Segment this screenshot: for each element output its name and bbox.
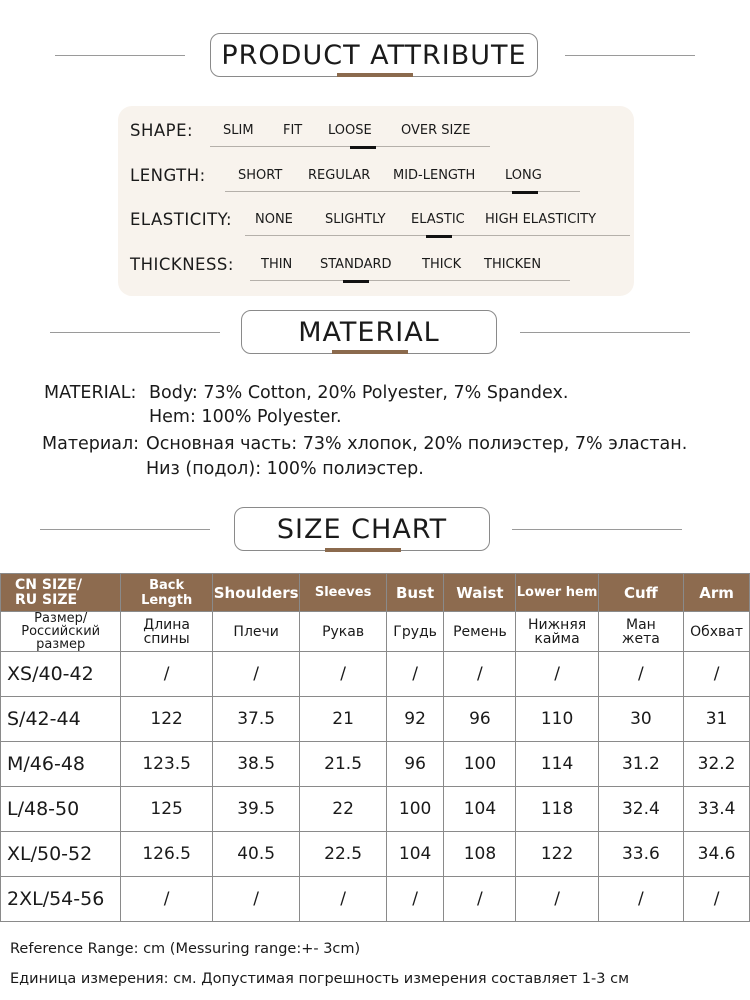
measurement-cell: /: [444, 877, 516, 922]
measurement-cell: 32.4: [598, 787, 683, 832]
header-cell: Shoulders: [212, 574, 299, 612]
attr-option: THIN: [261, 257, 293, 272]
attr-row-thickness: [130, 253, 630, 283]
selected-underline: [426, 235, 452, 238]
header-line-right: [520, 332, 690, 333]
measurement-cell: 96: [386, 742, 444, 787]
header-cell: Lower hem: [516, 574, 598, 612]
measurement-cell: 100: [386, 787, 444, 832]
size-chart-header: [0, 507, 750, 553]
attr-label-shape: SHAPE:: [130, 121, 194, 140]
measurement-cell: 38.5: [212, 742, 299, 787]
header-cell: Bust: [386, 574, 444, 612]
measurement-cell: 33.6: [598, 832, 683, 877]
measurement-cell: 21: [300, 697, 386, 742]
ru-header-line: спины: [143, 630, 190, 647]
selected-underline: [512, 191, 538, 194]
material-ru-line2: Низ (подол): 100% полиэстер.: [146, 459, 424, 479]
ru-header-line: жета: [621, 630, 660, 647]
product-attribute-header: [0, 33, 750, 79]
measurement-cell: /: [684, 652, 750, 697]
measurement-cell: /: [386, 877, 444, 922]
header-line-left: [55, 55, 185, 56]
ru-size-line1: Размер/: [34, 611, 88, 626]
ru-header-cell: [516, 612, 598, 652]
material-en-label: MATERIAL:: [44, 383, 137, 403]
measurement-cell: 123.5: [121, 742, 213, 787]
attr-row-elasticity: [130, 208, 630, 238]
attr-option-selected: STANDARD: [320, 257, 392, 272]
attr-label-elasticity: ELASTICITY:: [130, 210, 233, 229]
material-header: [0, 310, 750, 356]
measurement-cell: /: [121, 877, 213, 922]
measurement-cell: 22: [300, 787, 386, 832]
table-row: [1, 832, 750, 877]
attr-option: THICKEN: [484, 257, 542, 272]
material-title: MATERIAL: [241, 310, 497, 354]
header-cell: Sleeves: [300, 574, 386, 612]
measurement-cell: 39.5: [212, 787, 299, 832]
measurement-cell: 96: [444, 697, 516, 742]
measurement-cell: 118: [516, 787, 598, 832]
header-accent: [337, 73, 413, 77]
ru-header-cell: [212, 612, 299, 652]
attr-option: OVER SIZE: [401, 123, 471, 138]
size-cell: XL/50-52: [1, 832, 121, 877]
measurement-cell: 40.5: [212, 832, 299, 877]
header-cell: Back Length: [121, 574, 213, 612]
measurement-cell: 114: [516, 742, 598, 787]
ru-header-cell: [121, 612, 213, 652]
material-ru-label: Материал:: [42, 434, 140, 454]
measurement-cell: 34.6: [684, 832, 750, 877]
measurement-cell: /: [444, 652, 516, 697]
material-en-line1: Body: 73% Cotton, 20% Polyester, 7% Spandex.: [149, 383, 569, 403]
size-cell: L/48-50: [1, 787, 121, 832]
size-cell: S/42-44: [1, 697, 121, 742]
size-cell: M/46-48: [1, 742, 121, 787]
ru-header-cell: [300, 612, 386, 652]
size-cell: XS/40-42: [1, 652, 121, 697]
selected-underline: [343, 280, 369, 283]
header-size-line2: RU SIZE: [15, 591, 78, 608]
measurement-cell: 32.2: [684, 742, 750, 787]
ru-header-line: Ман: [626, 616, 656, 633]
attr-option: REGULAR: [308, 168, 371, 183]
size-cell: 2XL/54-56: [1, 877, 121, 922]
material-en-line2: Hem: 100% Polyester.: [149, 407, 342, 427]
measurement-cell: 30: [598, 697, 683, 742]
attr-option-selected: LOOSE: [328, 123, 372, 138]
attr-option: FIT: [283, 123, 303, 138]
ru-header-line: Рукав: [322, 623, 365, 640]
attr-option-selected: ELASTIC: [411, 212, 465, 227]
ru-header-cell: [386, 612, 444, 652]
footnote-en: Reference Range: cm (Messuring range:+- 3cm): [10, 941, 361, 957]
attr-label-thickness: THICKNESS:: [130, 255, 234, 274]
ru-size-line2: Российский: [21, 624, 101, 639]
measurement-cell: 108: [444, 832, 516, 877]
size-rows: [1, 652, 750, 922]
header-line-right: [565, 55, 695, 56]
measurement-cell: 37.5: [212, 697, 299, 742]
header-line-right: [512, 529, 682, 530]
attr-option: HIGH ELASTICITY: [485, 212, 597, 227]
header-cell-size: [1, 574, 121, 612]
measurement-cell: 21.5: [300, 742, 386, 787]
table-header-row: [1, 574, 750, 612]
measurement-cell: /: [300, 652, 386, 697]
measurement-cell: /: [598, 877, 683, 922]
measurement-cell: /: [516, 877, 598, 922]
measurement-cell: 104: [444, 787, 516, 832]
table-row: [1, 697, 750, 742]
attr-label-length: LENGTH:: [130, 166, 206, 185]
measurement-cell: 122: [121, 697, 213, 742]
measurement-cell: /: [598, 652, 683, 697]
measurement-cell: /: [386, 652, 444, 697]
attr-row-length: [130, 164, 630, 194]
ru-header-cell-size: [1, 612, 121, 652]
ru-header-cell: [598, 612, 683, 652]
measurement-cell: 125: [121, 787, 213, 832]
table-row: [1, 742, 750, 787]
measurement-cell: 92: [386, 697, 444, 742]
measurement-cell: 122: [516, 832, 598, 877]
ru-header-line: Нижняя: [527, 616, 587, 633]
table-row: [1, 787, 750, 832]
measurement-cell: /: [212, 877, 299, 922]
measurement-cell: /: [212, 652, 299, 697]
attr-option: THICK: [422, 257, 462, 272]
product-attribute-title: PRODUCT ATTRIBUTE: [210, 33, 538, 77]
attr-option: SHORT: [238, 168, 283, 183]
table-row: [1, 652, 750, 697]
measurement-cell: /: [121, 652, 213, 697]
attr-option: SLIGHTLY: [325, 212, 386, 227]
measurement-cell: 110: [516, 697, 598, 742]
ru-header-line: кайма: [534, 630, 580, 647]
header-cell: Arm: [684, 574, 750, 612]
attr-option: SLIM: [223, 123, 254, 138]
ru-header-cell: [444, 612, 516, 652]
attribute-panel: [118, 106, 634, 296]
size-chart-title: SIZE CHART: [234, 507, 490, 551]
attr-line: [250, 280, 570, 281]
measurement-cell: 31: [684, 697, 750, 742]
measurement-cell: /: [684, 877, 750, 922]
selected-underline: [350, 146, 376, 149]
header-accent: [332, 350, 408, 354]
ru-header-line: Обхват: [690, 623, 744, 640]
measurement-cell: 104: [386, 832, 444, 877]
header-cell: Cuff: [598, 574, 683, 612]
size-chart-table: [0, 573, 750, 922]
attr-option-selected: LONG: [505, 168, 542, 183]
ru-header-cell: [684, 612, 750, 652]
header-cell: Waist: [444, 574, 516, 612]
measurement-cell: /: [516, 652, 598, 697]
measurement-cell: 126.5: [121, 832, 213, 877]
material-ru-line1: Основная часть: 73% хлопок, 20% полиэстер, 7% эластан.: [146, 434, 688, 454]
ru-header-line: Грудь: [393, 623, 437, 640]
header-line-left: [40, 529, 210, 530]
table-row: [1, 877, 750, 922]
ru-header-line: Длина: [143, 616, 191, 633]
ru-header-line: Ремень: [453, 623, 507, 640]
header-size-line1: CN SIZE/: [15, 576, 82, 593]
measurement-cell: 100: [444, 742, 516, 787]
measurement-cell: 31.2: [598, 742, 683, 787]
attr-row-shape: [130, 119, 630, 149]
footnote-ru: Единица измерения: см. Допустимая погрешность измерения составляет 1-3 см: [10, 971, 630, 987]
header-line-left: [50, 332, 220, 333]
measurement-cell: /: [300, 877, 386, 922]
ru-header-row: [1, 612, 750, 652]
measurement-cell: 33.4: [684, 787, 750, 832]
measurement-cell: 22.5: [300, 832, 386, 877]
ru-header-line: Плечи: [233, 623, 279, 640]
header-accent: [325, 548, 401, 552]
attr-option: NONE: [255, 212, 293, 227]
ru-size-line3: размер: [36, 637, 86, 652]
attr-option: MID-LENGTH: [393, 168, 476, 183]
